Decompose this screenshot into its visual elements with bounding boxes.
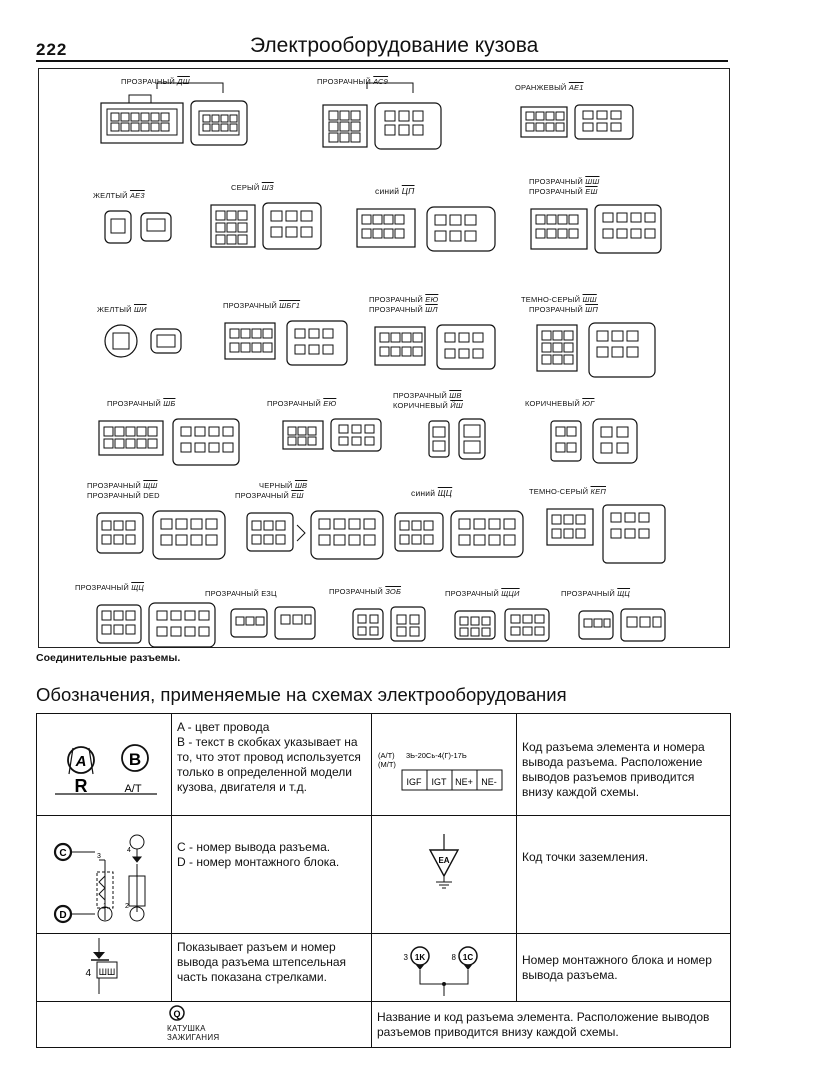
connector-drawing bbox=[577, 601, 687, 647]
connector-color: КОРИЧНЕВЫЙ bbox=[525, 399, 580, 408]
connector-figure bbox=[38, 68, 730, 648]
connector-color: ТЕМНО-СЕРЫЙ bbox=[521, 295, 581, 304]
connector-code: АС9 bbox=[373, 77, 389, 86]
plug-text: Показывает разъем и номер вывода разъема штепсельная часть показана стрелками. bbox=[172, 934, 372, 1002]
connector-code: ЩШ bbox=[143, 481, 158, 490]
pin-igt: IGT bbox=[431, 777, 447, 787]
connector-color-2: ПРОЗРАЧНЫЙ bbox=[235, 491, 289, 500]
connector-code-2: ЙШ bbox=[450, 401, 463, 410]
connector-code: ДШ bbox=[177, 77, 190, 86]
connector-code: ЕЗЦ bbox=[261, 589, 277, 598]
connector-drawing bbox=[209, 195, 329, 251]
coil-symbol bbox=[167, 1004, 187, 1022]
connector-drawing bbox=[355, 199, 505, 255]
pin-number-text bbox=[172, 816, 372, 934]
connector-drawing bbox=[223, 313, 353, 369]
pin-ne-minus: NE- bbox=[481, 777, 497, 787]
connector-color-2: КОРИЧНЕВЫЙ bbox=[393, 401, 448, 410]
pin-bl-num: 1 bbox=[103, 903, 107, 910]
connector-code: ШВ bbox=[449, 391, 462, 400]
connector-drawing bbox=[427, 413, 517, 463]
text-b: B - текст в скобках указывает на то, что этот провод используется только в определенной модели кузова, двигателя и т.д. bbox=[177, 735, 361, 794]
connector-color: ТЕМНО-СЕРЫЙ bbox=[529, 487, 589, 496]
jb-b-pin: 8 bbox=[451, 953, 456, 962]
coil-symbol-cell bbox=[37, 1002, 372, 1048]
connector-color: ПРОЗРАЧНЫЙ bbox=[121, 77, 175, 86]
connector-code: АЕ1 bbox=[568, 83, 584, 92]
connector-color: ПРОЗРАЧНЫЙ bbox=[329, 587, 383, 596]
connector-color: ПРОЗРАЧНЫЙ bbox=[369, 295, 423, 304]
connector-code: ШБ bbox=[163, 399, 176, 408]
symbol-r: R bbox=[74, 776, 88, 796]
legend-row-pin-number bbox=[37, 816, 731, 934]
legend-row-coil bbox=[37, 1002, 731, 1048]
coil-label-2: ЗАЖИГАНИЯ bbox=[167, 1033, 220, 1042]
coil-symbol-letter: Q bbox=[173, 1009, 181, 1019]
symbol-d: D bbox=[59, 910, 67, 921]
jb-b: 1C bbox=[462, 953, 474, 962]
plug-code: ШШ bbox=[98, 967, 116, 977]
connector-code-2: ШЛ bbox=[425, 305, 438, 314]
connector-drawing bbox=[281, 411, 401, 457]
connector-drawing bbox=[529, 199, 669, 255]
connector-drawing bbox=[351, 599, 441, 649]
connector-color-2: ПРОЗРАЧНЫЙ bbox=[87, 491, 141, 500]
connector-color: ПРОЗРАЧНЫЙ bbox=[445, 589, 499, 598]
connector-code: КЕП bbox=[590, 487, 606, 496]
connector-code: ШШ bbox=[585, 177, 600, 186]
connector-drawing bbox=[95, 503, 235, 563]
junction-block-symbol bbox=[372, 934, 517, 1000]
wire-color-symbol bbox=[37, 714, 172, 814]
connector-drawing bbox=[97, 411, 247, 471]
connector-drawing bbox=[393, 503, 533, 559]
page-number: 222 bbox=[36, 40, 68, 59]
ground-symbol bbox=[372, 816, 517, 932]
connector-drawing bbox=[103, 205, 183, 249]
pin-number-symbol bbox=[37, 816, 172, 932]
connector-code: ЩЦ bbox=[131, 583, 145, 592]
connector-code: ЮГ bbox=[582, 399, 595, 408]
connector-color: ПРОЗРАЧНЫЙ bbox=[87, 481, 141, 490]
code-top-label: 3Ь-20Сь-4(Г)-17Ь bbox=[406, 751, 467, 760]
coil-label-1: КАТУШКА bbox=[167, 1024, 206, 1033]
connector-drawing bbox=[229, 599, 339, 645]
connector-drawing bbox=[103, 319, 193, 363]
plug-symbol-cell bbox=[37, 934, 172, 1002]
connector-code: ЩЦИ bbox=[501, 589, 520, 598]
connector-code: ШЗ bbox=[261, 183, 274, 192]
symbol-at: A/T bbox=[124, 783, 142, 795]
running-title: Электрооборудование кузова bbox=[250, 34, 539, 57]
pin-tr-num: 4 bbox=[127, 847, 131, 854]
code-mt-label: (M/T) bbox=[378, 760, 396, 769]
connector-color: ЧЕРНЫЙ bbox=[259, 481, 293, 490]
connector-code: ЩЦ bbox=[437, 488, 453, 498]
connector-drawing bbox=[549, 411, 669, 467]
connector-color: ПРОЗРАЧНЫЙ bbox=[317, 77, 371, 86]
connector-code-2: DED bbox=[143, 491, 160, 500]
connector-color: ПРОЗРАЧНЫЙ bbox=[107, 399, 161, 408]
pin-ne-plus: NE+ bbox=[455, 777, 473, 787]
header-rule bbox=[36, 60, 728, 62]
symbol-b: B bbox=[128, 750, 142, 769]
connector-color: ПРОЗРАЧНЫЙ bbox=[393, 391, 447, 400]
pin-igf: IGF bbox=[406, 777, 422, 787]
connector-code: ЕЮ bbox=[323, 399, 337, 408]
text-c: C - номер вывода разъема. bbox=[177, 840, 331, 854]
connector-code-2: ШП bbox=[585, 305, 599, 314]
legend-row-plug bbox=[37, 934, 731, 1002]
jb-a-pin: 3 bbox=[403, 953, 408, 962]
text-a: A - цвет провода bbox=[177, 720, 270, 734]
wire-color-symbol-cell bbox=[37, 714, 172, 816]
connector-code: АЕ3 bbox=[129, 191, 145, 200]
connector-code-symbol bbox=[372, 714, 517, 814]
connector-code-text: Код разъема элемента и номера вывода разъема. Расположение выводов разъемов приводится внизу каждой схемы. bbox=[517, 714, 731, 816]
connector-code: ШШ bbox=[582, 295, 597, 304]
connector-drawing bbox=[453, 601, 563, 647]
connector-code: ЦП bbox=[401, 186, 415, 196]
connector-code-2: ЕШ bbox=[585, 187, 598, 196]
connector-code: ЗОБ bbox=[385, 587, 402, 596]
connector-color: ЖЕЛТЫЙ bbox=[97, 305, 132, 314]
connector-code: ШИ bbox=[133, 305, 147, 314]
junction-block-symbol-cell bbox=[372, 934, 517, 1002]
connector-drawing bbox=[535, 317, 675, 383]
connector-color: синий bbox=[411, 488, 436, 498]
symbol-c: C bbox=[59, 848, 67, 859]
connector-color: ПРОЗРАЧНЫЙ bbox=[205, 589, 259, 598]
connector-color: ПРОЗРАЧНЫЙ bbox=[529, 177, 583, 186]
connector-color-2: ПРОЗРАЧНЫЙ bbox=[529, 305, 583, 314]
plug-symbol bbox=[37, 934, 172, 1000]
connector-drawing bbox=[99, 89, 249, 149]
junction-block-text: Номер монтажного блока и номер вывода разъема. bbox=[517, 934, 731, 1002]
connector-color: синий bbox=[375, 186, 400, 196]
connector-color: ЖЕЛТЫЙ bbox=[93, 191, 128, 200]
connector-drawing bbox=[317, 89, 467, 149]
connector-drawing bbox=[545, 501, 685, 567]
connector-color: ОРАНЖЕВЫЙ bbox=[515, 83, 567, 92]
text-d: D - номер монтажного блока. bbox=[177, 855, 340, 869]
connector-color: ПРОЗРАЧНЫЙ bbox=[561, 589, 615, 598]
legend-table bbox=[36, 713, 731, 1048]
connector-code-symbol-cell bbox=[372, 714, 517, 816]
legend-row-wire-color bbox=[37, 714, 731, 816]
connector-code: ШБГ1 bbox=[279, 301, 301, 310]
coil-text: Название и код разъема элемента. Расположение выводов разъемов приводится внизу каждой схемы. bbox=[372, 1002, 731, 1048]
ground-text: Код точки заземления. bbox=[517, 816, 731, 934]
plug-pin: 4 bbox=[85, 968, 91, 979]
connector-code: ЩЦ bbox=[617, 589, 631, 598]
pin-br-num: 2 bbox=[125, 903, 129, 910]
ground-code: EA bbox=[438, 856, 450, 865]
code-at-label: (A/T) bbox=[378, 751, 395, 760]
connector-color-2: ПРОЗРАЧНЫЙ bbox=[529, 187, 583, 196]
wire-color-text bbox=[172, 714, 372, 816]
connector-code: ЕЮ bbox=[425, 295, 439, 304]
connector-color: ПРОЗРАЧНЫЙ bbox=[75, 583, 129, 592]
section-heading: Обозначения, применяемые на схемах электрооборудования bbox=[36, 684, 567, 705]
connector-color: СЕРЫЙ bbox=[231, 183, 260, 192]
pin-top-num: 3 bbox=[97, 853, 101, 860]
connector-color-2: ПРОЗРАЧНЫЙ bbox=[369, 305, 423, 314]
ground-symbol-cell bbox=[372, 816, 517, 934]
figure-caption: Соединительные разъемы. bbox=[36, 652, 181, 664]
pin-number-symbol-cell bbox=[37, 816, 172, 934]
jb-a: 1K bbox=[414, 953, 426, 962]
symbol-a: A bbox=[75, 753, 87, 770]
connector-drawing bbox=[373, 317, 503, 373]
connector-drawing bbox=[519, 95, 669, 145]
connector-color: ПРОЗРАЧНЫЙ bbox=[223, 301, 277, 310]
connector-drawing bbox=[245, 503, 395, 563]
connector-code: ШВ bbox=[294, 481, 308, 490]
connector-code-2: ЕШ bbox=[291, 491, 304, 500]
connector-drawing bbox=[95, 595, 235, 651]
connector-color: ПРОЗРАЧНЫЙ bbox=[267, 399, 321, 408]
